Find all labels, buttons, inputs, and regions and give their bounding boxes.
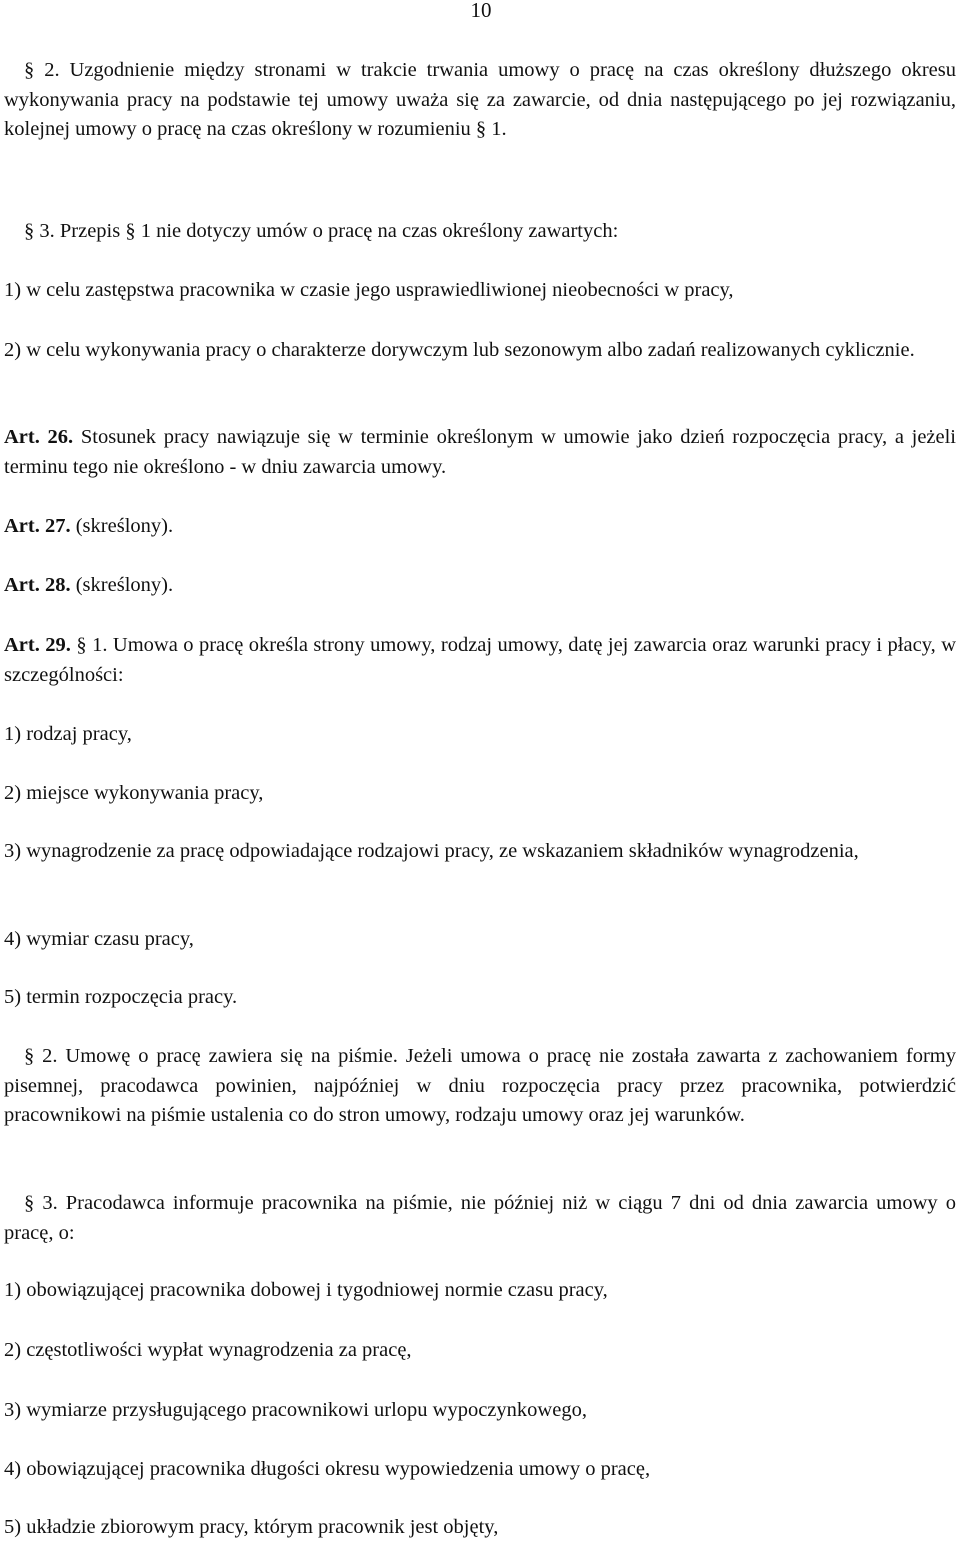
article-label: Art. 28. [4, 574, 71, 596]
paragraph-art27 [4, 512, 956, 542]
article-text: § 1. Umowa o pracę określa strony umowy, rodzaj umowy, datę jej zawarcia oraz warunki pracy i płacy, w szczególności: [4, 634, 956, 686]
paragraph-art25-par2: § 2. Uzgodnienie między stronami w trakcie trwania umowy o pracę na czas określony dłuższego okresu wykonywania pracy na podstawie tej umowy uważa się za zawarcie, od dnia następującego po jej rozwiązaniu, kolejnej umowy o pracę na czas określony w rozumieniu § 1. [4, 59, 956, 140]
list-item: 1) rodzaj pracy, [4, 723, 132, 745]
list-item: 1) w celu zastępstwa pracownika w czasie jego usprawiedliwionej nieobecności w pracy, [4, 279, 734, 301]
paragraph-art26 [4, 423, 956, 482]
list-item: 2) w celu wykonywania pracy o charakterze dorywczym lub sezonowym albo zadań realizowanych cyklicznie. [4, 339, 915, 361]
paragraph-art25-par3: § 3. Przepis § 1 nie dotyczy umów o pracę na czas określony zawartych: [24, 220, 619, 242]
list-item: 2) częstotliwości wypłat wynagrodzenia za pracę, [4, 1339, 412, 1361]
paragraph-art29-par3: § 3. Pracodawca informuje pracownika na piśmie, nie później niż w ciągu 7 dni od dnia zawarcia umowy o pracę, o: [4, 1192, 956, 1244]
list-item: 4) wymiar czasu pracy, [4, 928, 194, 950]
paragraph-art28 [4, 571, 956, 601]
page-number: 10 [470, 0, 492, 22]
article-text: (skreślony). [70, 574, 174, 596]
list-item: 3) wynagrodzenie za pracę odpowiadające rodzajowi pracy, ze wskazaniem składników wynagrodzenia, [4, 840, 859, 862]
article-label: Art. 27. [4, 515, 71, 537]
article-text: (skreślony). [70, 515, 174, 537]
article-label: Art. 26. [4, 426, 74, 448]
article-label: Art. 29. [4, 634, 71, 656]
list-item: 1) obowiązującej pracownika dobowej i tygodniowej normie czasu pracy, [4, 1279, 608, 1301]
article-text: Stosunek pracy nawiązuje się w terminie określonym w umowie jako dzień rozpoczęcia pracy, a jeżeli terminu tego nie określono - w dniu zawarcia umowy. [4, 426, 957, 478]
list-item: 5) termin rozpoczęcia pracy. [4, 986, 238, 1008]
list-item: 4) obowiązującej pracownika długości okresu wypowiedzenia umowy o pracę, [4, 1458, 651, 1480]
list-item: 3) wymiarze przysługującego pracownikowi urlopu wypoczynkowego, [4, 1399, 587, 1421]
list-item: 5) układzie zbiorowym pracy, którym pracownik jest objęty, [4, 1516, 499, 1538]
paragraph-art29-par2: § 2. Umowę o pracę zawiera się na piśmie. Jeżeli umowa o pracę nie została zawarta z zachowaniem formy pisemnej, pracodawca powinien, najpóźniej w dniu rozpoczęcia pracy przez pracownika, potwierdzić pracownikowi na piśmie ustalenia co do stron umowy, rodzaju umowy oraz jej warunków. [4, 1045, 956, 1126]
list-item: 2) miejsce wykonywania pracy, [4, 782, 264, 804]
paragraph-art29-par1 [4, 631, 956, 690]
